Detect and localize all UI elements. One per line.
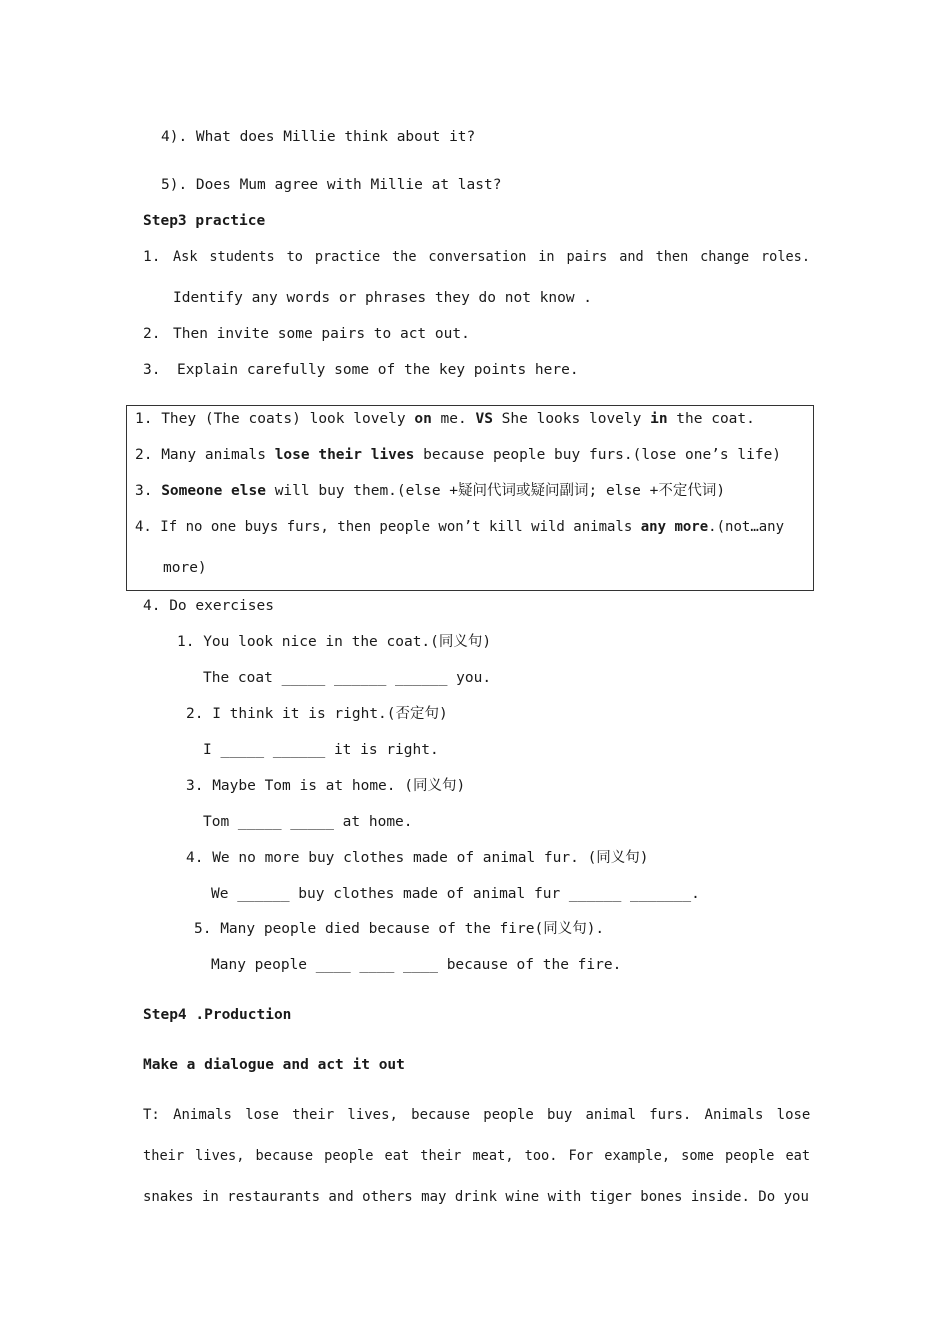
key-point-1-text-g: the coat. — [667, 411, 755, 427]
step4-heading: Step4 .Production — [143, 1007, 292, 1023]
step3-item-1-number: 1. — [143, 249, 161, 265]
exercise-3: 3. Maybe Tom is at home. (同义句) — [186, 778, 466, 794]
step3-item-1-line-2: Identify any words or phrases they do not know . — [173, 290, 593, 306]
key-point-2-text-a: 2. Many animals — [135, 447, 275, 463]
key-point-1-text-a: 1. They (The coats) look lovely — [135, 411, 415, 427]
question-4: 4). What does Millie think about it? — [161, 129, 476, 145]
step3-item-1-line-1: Ask students to practice the conversation in pairs and then change roles. — [173, 249, 810, 265]
question-5: 5). Does Mum agree with Millie at last? — [161, 177, 502, 193]
key-point-3-text-a: 3. — [135, 483, 162, 499]
key-point-2-text-c: because people buy furs.(lose one’s life) — [414, 447, 782, 463]
exercise-1: 1. You look nice in the coat.(同义句) — [177, 634, 492, 650]
exercise-5-answer: Many people ____ ____ ____ because of the fire. — [211, 957, 622, 973]
dialogue-paragraph-line-3: snakes in restaurants and others may drink wine with tiger bones inside. Do you — [143, 1189, 809, 1205]
key-point-4-bold: any more — [640, 519, 709, 535]
key-point-4-text-c: .(not…any — [708, 519, 785, 535]
dialogue-paragraph-line-2: their lives, because people eat their meat, too. For example, some people eat — [143, 1148, 811, 1164]
step3-item-3-number: 3. — [143, 362, 161, 378]
step3-item-2: Then invite some pairs to act out. — [173, 326, 470, 342]
step3-item-3: Explain carefully some of the key points here. — [177, 362, 579, 378]
key-point-3-bold: Someone else — [161, 483, 266, 499]
key-point-1-text-e: She looks lovely — [492, 411, 651, 427]
exercise-3-answer: Tom _____ _____ at home. — [203, 814, 413, 830]
dialogue-paragraph-line-1: T: Animals lose their lives, because people buy animal furs. Animals lose — [143, 1107, 811, 1123]
exercise-5: 5. Many people died because of the fire(同义句). — [194, 921, 605, 937]
key-point-3-text-c: will buy them.(else +疑问代词或疑问副词; else +不定代词) — [265, 483, 726, 499]
step4-subheading: Make a dialogue and act it out — [143, 1057, 405, 1073]
key-point-4 — [135, 518, 784, 536]
exercise-2-answer: I _____ ______ it is right. — [203, 742, 439, 758]
exercises-heading: 4. Do exercises — [143, 598, 274, 614]
key-point-3 — [135, 482, 725, 500]
exercise-2: 2. I think it is right.(否定句) — [186, 706, 448, 722]
key-point-1-bold-on: on — [414, 411, 432, 427]
key-point-4-continuation: more) — [163, 560, 207, 576]
key-point-2-bold: lose their lives — [274, 447, 415, 463]
key-point-1 — [135, 410, 755, 428]
exercise-4-answer: We ______ buy clothes made of animal fur ______ _______. — [211, 886, 700, 902]
key-point-1-bold-in: in — [650, 411, 668, 427]
key-point-1-text-c: me. — [431, 411, 476, 427]
step3-heading: Step3 practice — [143, 213, 266, 229]
key-point-1-bold-vs: VS — [475, 411, 493, 427]
exercise-1-answer: The coat _____ ______ ______ you. — [203, 670, 492, 686]
key-point-4-text-a: 4. If no one buys furs, then people won’t kill wild animals — [135, 519, 641, 535]
exercise-4: 4. We no more buy clothes made of animal fur. (同义句) — [186, 850, 649, 866]
step3-item-2-number: 2. — [143, 326, 161, 342]
key-point-2 — [135, 446, 781, 464]
